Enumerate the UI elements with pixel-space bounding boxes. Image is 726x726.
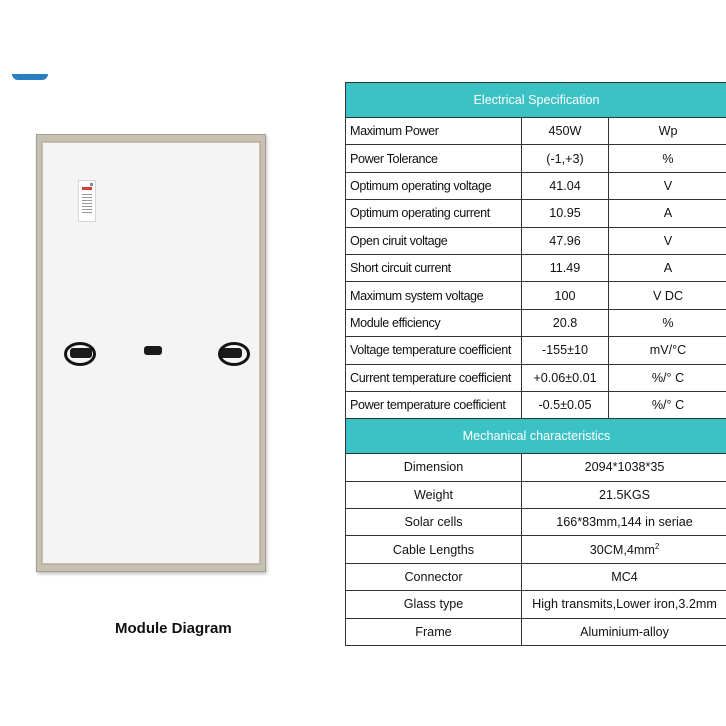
electrical-unit: %/° C: [609, 391, 726, 418]
electrical-unit: V: [609, 172, 726, 199]
electrical-value: 450W: [522, 118, 609, 145]
electrical-label: Open ciruit voltage: [346, 227, 522, 254]
electrical-label: Power temperature coefficient: [346, 391, 522, 418]
mechanical-row: [346, 591, 726, 618]
mechanical-value-text: 30CM,4mm: [589, 542, 655, 557]
mechanical-row: [346, 481, 726, 508]
electrical-label: Optimum operating voltage: [346, 172, 522, 199]
mechanical-title: Mechanical characteristics: [346, 419, 726, 454]
electrical-value: 100: [522, 282, 609, 309]
mechanical-value-text: 21.5KGS: [598, 487, 651, 502]
mechanical-label: Weight: [346, 481, 522, 508]
mechanical-row: [346, 454, 726, 481]
electrical-title: Electrical Specification: [346, 83, 726, 118]
electrical-label: Module efficiency: [346, 309, 522, 336]
electrical-row: [346, 118, 726, 145]
mechanical-value: [522, 454, 726, 481]
electrical-row: [346, 337, 726, 364]
mechanical-label: Dimension: [346, 454, 522, 481]
mechanical-value: [522, 618, 726, 645]
electrical-unit: mV/°C: [609, 337, 726, 364]
electrical-label: Optimum operating current: [346, 200, 522, 227]
mechanical-value-superscript: 2: [654, 541, 660, 551]
electrical-label: Maximum system voltage: [346, 282, 522, 309]
electrical-value: 20.8: [522, 309, 609, 336]
mechanical-value: [522, 563, 726, 590]
electrical-row: [346, 254, 726, 281]
mechanical-value-text: MC4: [611, 570, 638, 585]
mechanical-value: [522, 481, 726, 508]
mechanical-header-row: [346, 419, 726, 454]
specification-table: [345, 82, 726, 646]
mechanical-label: Connector: [346, 563, 522, 590]
mechanical-label: Glass type: [346, 591, 522, 618]
mechanical-value-text: High transmits,Lower iron,3.2mm: [532, 597, 717, 612]
mechanical-value: [522, 591, 726, 618]
module-diagram-image: [36, 134, 272, 576]
electrical-unit: %: [609, 309, 726, 336]
junction-box-left: [70, 348, 92, 358]
mechanical-value: [522, 509, 726, 536]
electrical-value: (-1,+3): [522, 145, 609, 172]
electrical-label: Power Tolerance: [346, 145, 522, 172]
mechanical-value-text: 166*83mm,144 in seriae: [556, 515, 693, 530]
mechanical-label: Frame: [346, 618, 522, 645]
mechanical-row: [346, 509, 726, 536]
electrical-value: 10.95: [522, 200, 609, 227]
mechanical-row: [346, 536, 726, 563]
junction-box-center: [144, 346, 162, 355]
mechanical-value-text: 2094*1038*35: [584, 460, 665, 475]
module-diagram-caption: Module Diagram: [115, 620, 232, 637]
electrical-label: Current temperature coefficient: [346, 364, 522, 391]
electrical-row: [346, 172, 726, 199]
mechanical-row: [346, 563, 726, 590]
electrical-value: -155±10: [522, 337, 609, 364]
electrical-value: -0.5±0.05: [522, 391, 609, 418]
junction-box-right: [220, 348, 242, 358]
electrical-row: [346, 200, 726, 227]
mechanical-value-text: Aluminium-alloy: [580, 624, 669, 639]
electrical-value: +0.06±0.01: [522, 364, 609, 391]
electrical-row: [346, 282, 726, 309]
electrical-value: 47.96: [522, 227, 609, 254]
electrical-unit: A: [609, 254, 726, 281]
electrical-header-row: [346, 83, 726, 118]
mechanical-label: Solar cells: [346, 509, 522, 536]
electrical-value: 41.04: [522, 172, 609, 199]
electrical-row: [346, 391, 726, 418]
electrical-unit: V: [609, 227, 726, 254]
electrical-row: [346, 227, 726, 254]
electrical-unit: V DC: [609, 282, 726, 309]
electrical-unit: %: [609, 145, 726, 172]
electrical-unit: Wp: [609, 118, 726, 145]
electrical-unit: A: [609, 200, 726, 227]
mechanical-label: Cable Lengths: [346, 536, 522, 563]
electrical-row: [346, 145, 726, 172]
mechanical-value: [522, 536, 726, 563]
accent-mark: [12, 74, 48, 80]
panel-nameplate-label: [78, 180, 96, 222]
electrical-row: [346, 364, 726, 391]
electrical-label: Short circuit current: [346, 254, 522, 281]
electrical-label: Maximum Power: [346, 118, 522, 145]
electrical-label: Voltage temperature coefficient: [346, 337, 522, 364]
mechanical-row: [346, 618, 726, 645]
electrical-value: 11.49: [522, 254, 609, 281]
electrical-row: [346, 309, 726, 336]
electrical-unit: %/° C: [609, 364, 726, 391]
